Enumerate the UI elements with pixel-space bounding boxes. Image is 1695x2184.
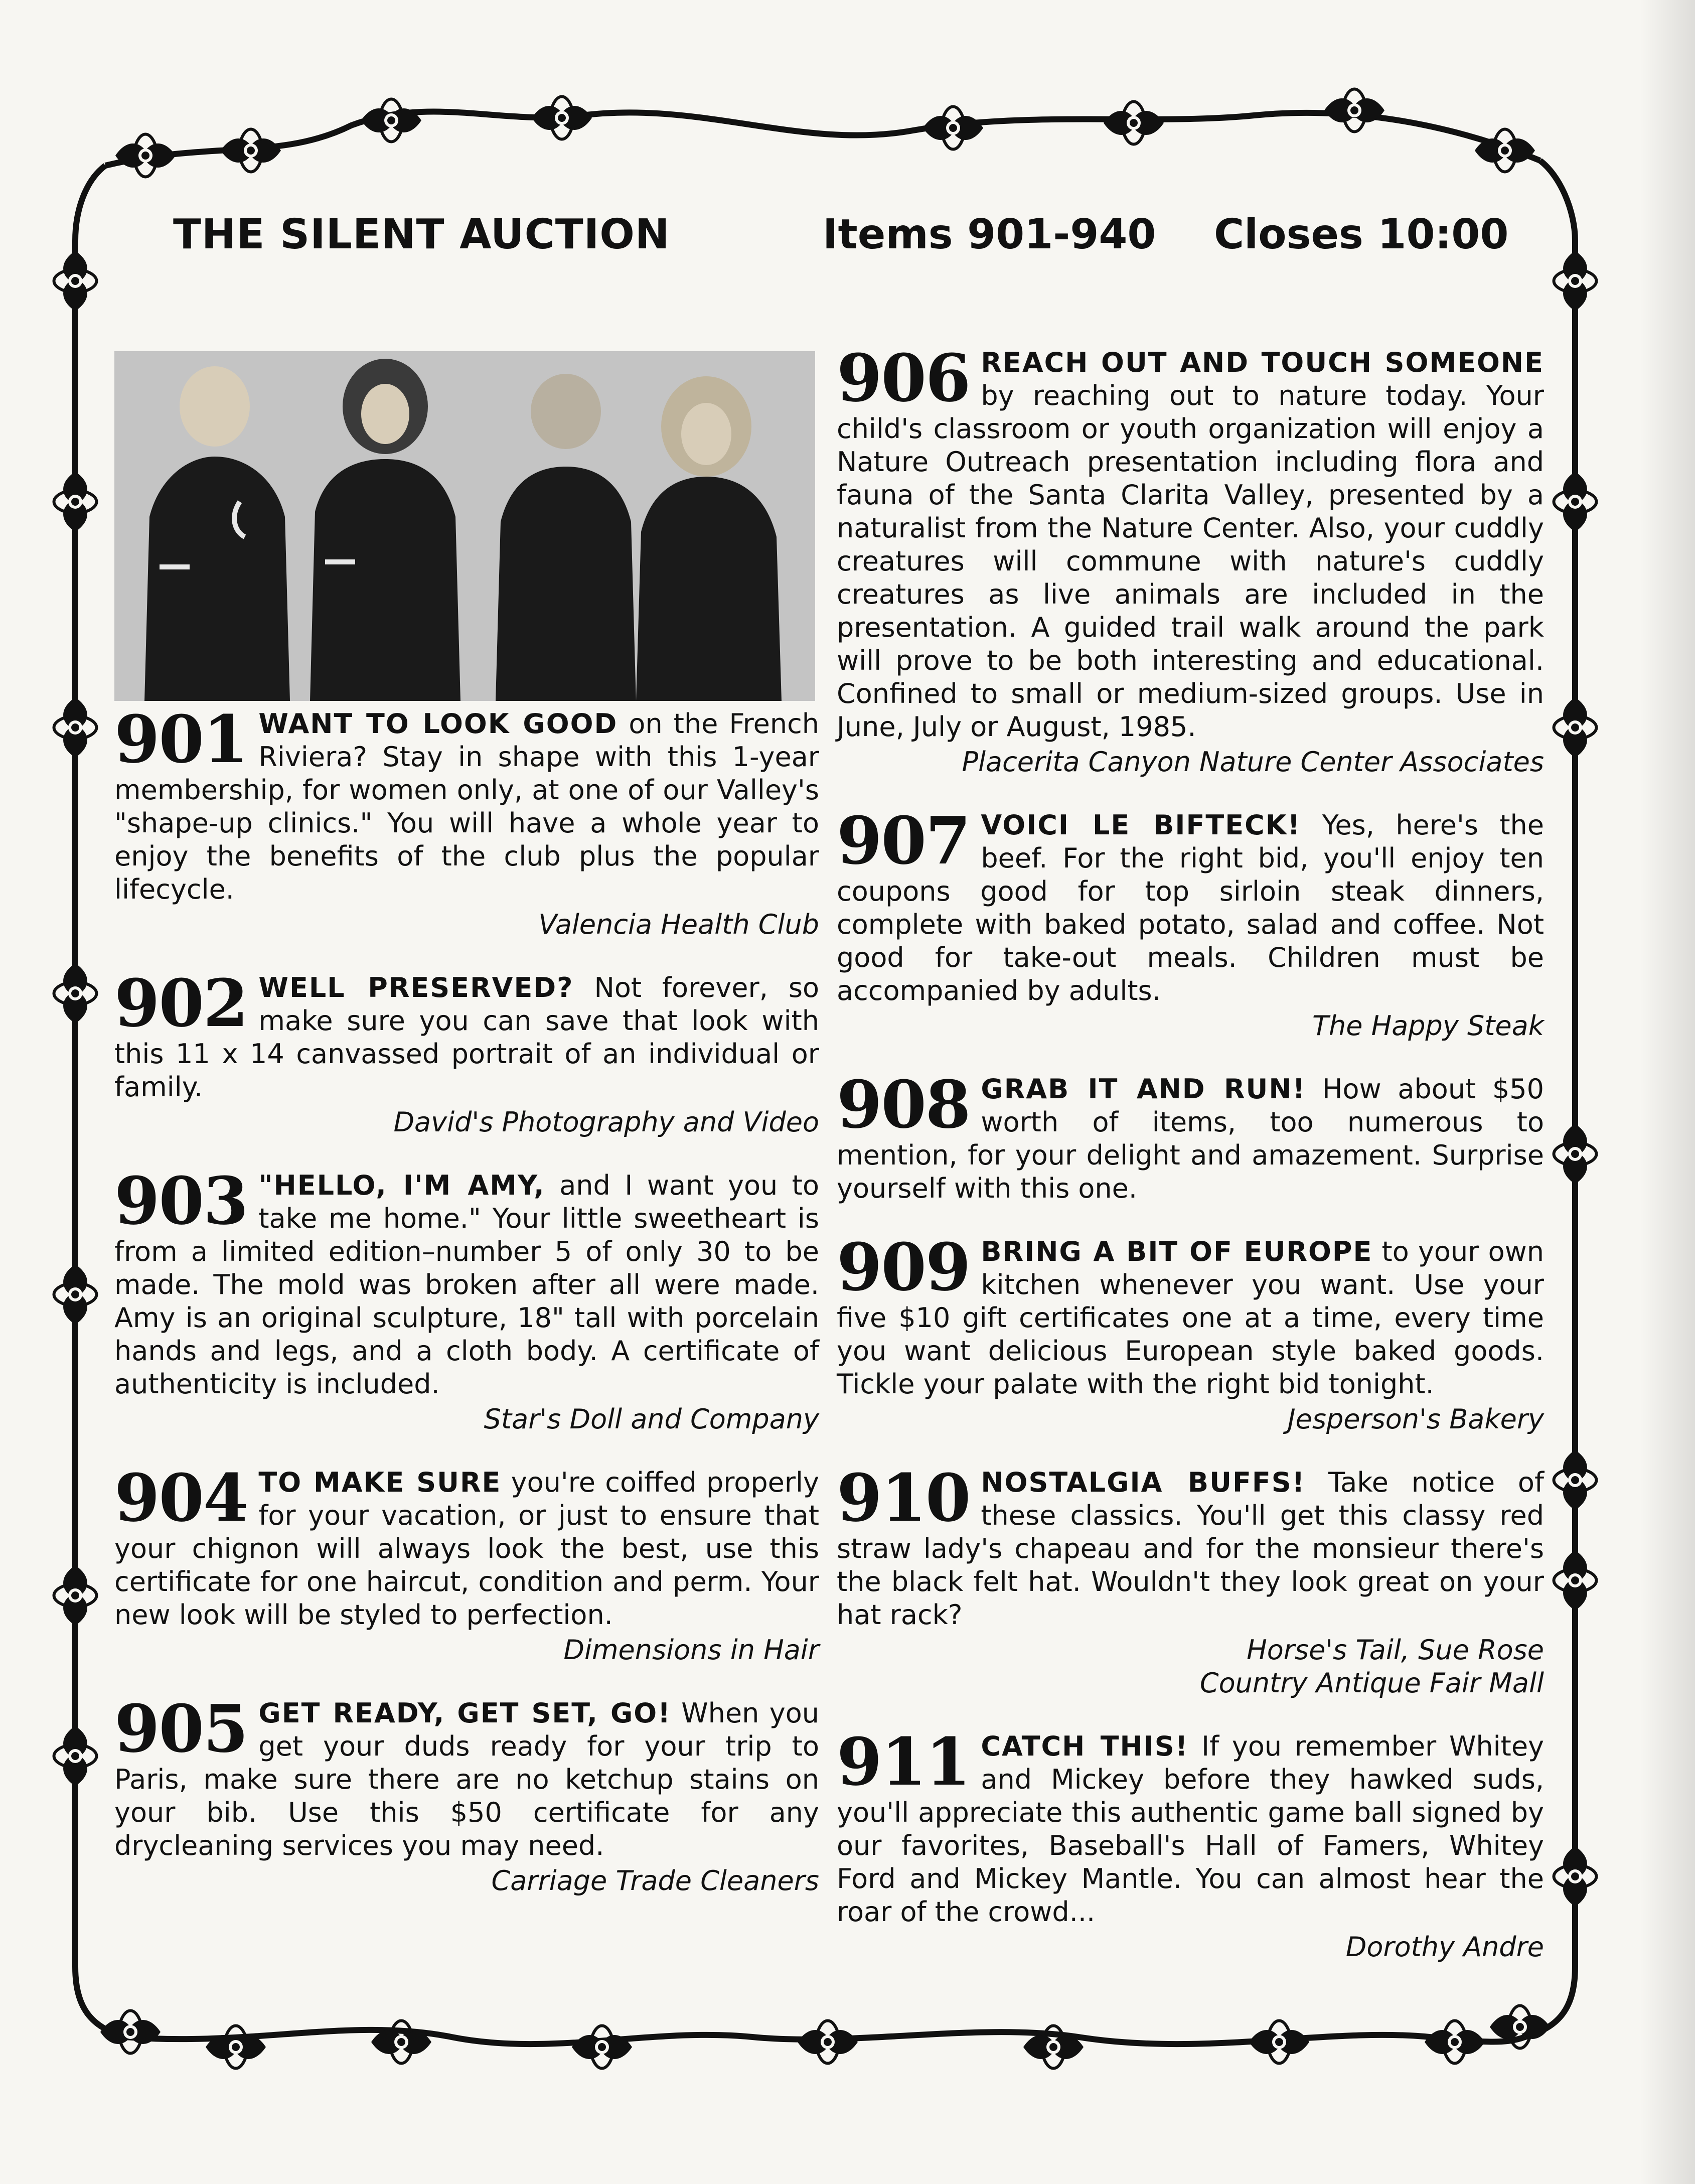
item-donor-location: Country Antique Fair Mall bbox=[1199, 1667, 1544, 1699]
item-headline: GRAB IT AND RUN! bbox=[981, 1073, 1306, 1105]
item-number: 911 bbox=[837, 1723, 970, 1800]
auction-item bbox=[837, 802, 1544, 1043]
item-number: 903 bbox=[114, 1162, 248, 1239]
item-number: 901 bbox=[114, 701, 248, 778]
item-donor: David's Photography and Video bbox=[393, 1106, 819, 1138]
auction-item bbox=[837, 1066, 1544, 1205]
item-description: to your own kitchen whenever you want. Use your five $10 gift certificates one at a time, every time you want delicious European style baked goods. Tickle your palate with the right bid tonight. bbox=[837, 1236, 1544, 1400]
auction-item bbox=[837, 340, 1544, 779]
item-number: 904 bbox=[114, 1460, 248, 1536]
auction-item bbox=[837, 1460, 1544, 1700]
item-donor: Jesperson's Bakery bbox=[1287, 1403, 1544, 1435]
women-in-jackets-photo bbox=[114, 351, 815, 701]
auction-item bbox=[114, 965, 819, 1139]
auction-item bbox=[837, 1229, 1544, 1436]
item-number: 906 bbox=[837, 340, 970, 416]
item-number: 910 bbox=[837, 1460, 970, 1536]
item-donor: The Happy Steak bbox=[1312, 1010, 1544, 1042]
item-description: and I want you to take me home." Your little sweetheart is from a limited edition–number 5 of only 30 to be made. The mold was broken after all were made. Amy is an original sculpture, 18" tall with porcelain hands and legs, and a cloth body. A certificate of authenticity is included. bbox=[114, 1170, 819, 1400]
item-donor: Horse's Tail, Sue Rose bbox=[1247, 1634, 1544, 1666]
auction-item bbox=[837, 1723, 1545, 1964]
item-description: If you remember Whitey and Mickey before they hawked suds, you'll appreciate this authentic game ball signed by our favorites, Baseball's Hall of Famers, Whitey Ford and Mickey Mantle. You can almost hear the roar of the crowd... bbox=[837, 1730, 1545, 1928]
item-description: When you get your duds ready for your trip to Paris, make sure there are no ketchup stains on your bib. Use this $50 certificate for any drycleaning services you may need. bbox=[114, 1697, 819, 1861]
item-headline: NOSTALGIA BUFFS! bbox=[981, 1467, 1306, 1498]
item-donor: Dimensions in Hair bbox=[563, 1634, 819, 1666]
auction-item bbox=[114, 1690, 819, 1898]
item-headline: GET READY, GET SET, GO! bbox=[258, 1697, 671, 1729]
item-headline: WANT TO LOOK GOOD bbox=[258, 708, 618, 740]
auction-item bbox=[114, 1162, 819, 1436]
item-donor: Dorothy Andre bbox=[1345, 1931, 1544, 1963]
item-description: Yes, here's the beef. For the right bid, you'll enjoy ten coupons good for top sirloin steak dinners, complete with baked potato, salad and coffee. Not good for take-out meals. Children must be accompanied by adults. bbox=[837, 809, 1544, 1006]
item-headline: CATCH THIS! bbox=[981, 1730, 1189, 1762]
auction-item bbox=[114, 701, 819, 941]
item-description: you're coiffed properly for your vacation, or just to ensure that your chignon will always look the best, use this certificate for one haircut, condition and perm. Your new look will be styled to perfection. bbox=[114, 1467, 819, 1631]
item-number: 907 bbox=[837, 802, 970, 879]
item-donor: Star's Doll and Company bbox=[484, 1403, 819, 1435]
item-headline: WELL PRESERVED? bbox=[258, 972, 574, 1003]
auction-title: THE SILENT AUCTION bbox=[173, 211, 670, 258]
item-description: on the French Riviera? Stay in shape with this 1-year membership, for women only, at one of our Valley's "shape-up clinics." You will have a whole year to enjoy the benefits of the club plus the popular lifecycle. bbox=[114, 708, 819, 905]
item-donor: Valencia Health Club bbox=[538, 909, 819, 940]
item-headline: TO MAKE SURE bbox=[258, 1467, 502, 1498]
item-number: 909 bbox=[837, 1229, 970, 1305]
item-headline: BRING A BIT OF EUROPE bbox=[981, 1236, 1373, 1267]
closing-time: Closes 10:00 bbox=[1214, 211, 1509, 258]
group-photo bbox=[114, 351, 815, 701]
item-number: 905 bbox=[114, 1690, 248, 1767]
item-number: 902 bbox=[114, 965, 248, 1042]
item-headline: REACH OUT AND TOUCH SOMEONE bbox=[981, 347, 1544, 378]
item-number: 908 bbox=[837, 1066, 970, 1143]
item-description: by reaching out to nature today. Your child's classroom or youth organization will enjoy a Nature Outreach presentation including flora and fauna of the Santa Clarita Valley, presented by a naturalist from the Nature Center. Also, your cuddly creatures will commune with nature's cuddly creatures as live animals are included in the presentation. A guided trail walk around the park will prove to be both interesting and educational. Confined to small or medium-sized groups. Use in June, July or August, 1985. bbox=[837, 380, 1544, 743]
item-donor: Placerita Canyon Nature Center Associates bbox=[962, 746, 1544, 778]
item-donor: Carriage Trade Cleaners bbox=[491, 1865, 819, 1897]
items-range: Items 901-940 bbox=[823, 211, 1156, 258]
left-column bbox=[114, 701, 819, 1928]
auction-item bbox=[114, 1460, 819, 1667]
right-column bbox=[837, 340, 1545, 1994]
item-description: Take notice of these classics. You'll get this classy red straw lady's chapeau and for the monsieur there's the black felt hat. Wouldn't they look great on your hat rack? bbox=[837, 1467, 1544, 1631]
item-description: Not forever, so make sure you can save that look with this 11 x 14 canvassed portrait of an individual or family. bbox=[114, 972, 819, 1103]
item-headline: "HELLO, I'M AMY, bbox=[258, 1170, 545, 1201]
item-description: How about $50 worth of items, too numerous to mention, for your delight and amazement. Surprise yourself with this one. bbox=[837, 1073, 1544, 1204]
item-headline: VOICI LE BIFTECK! bbox=[981, 809, 1301, 841]
